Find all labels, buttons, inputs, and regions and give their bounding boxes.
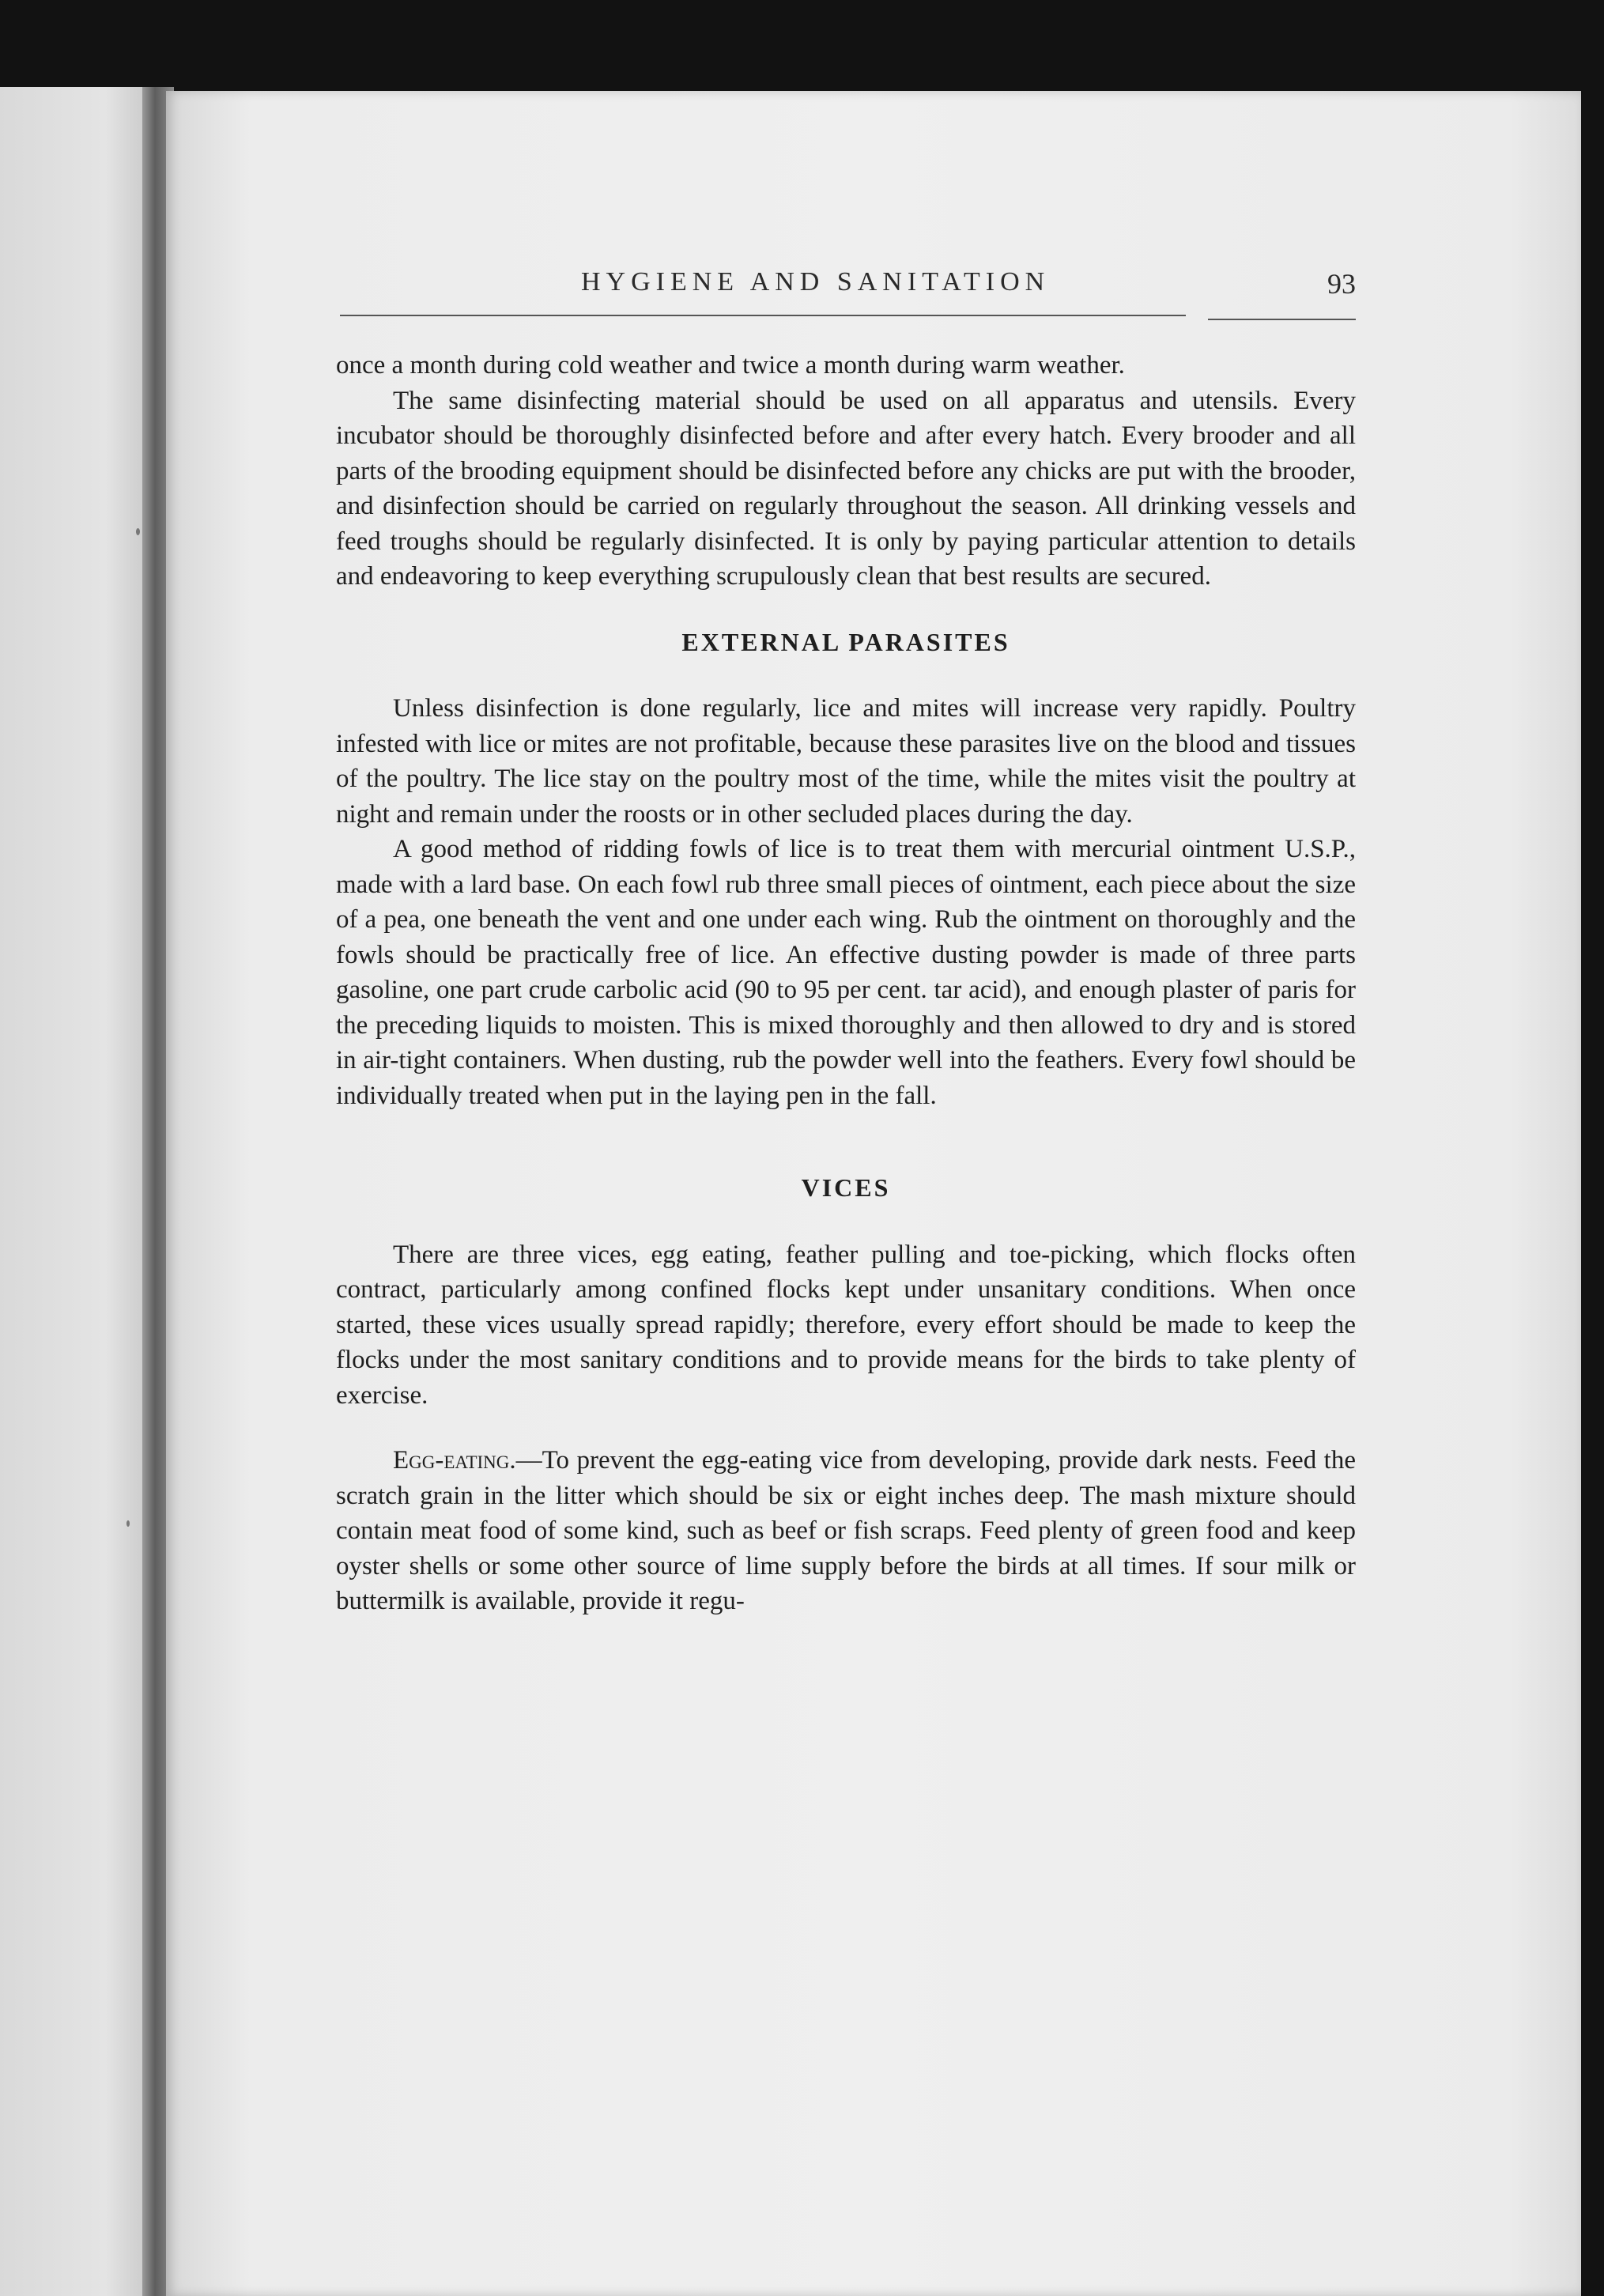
heading-external-parasites: EXTERNAL PARASITES — [681, 627, 1010, 656]
heading-vices: VICES — [801, 1173, 891, 1202]
page-number: 93 — [1327, 268, 1356, 300]
running-head — [340, 267, 1356, 315]
scan-speck — [136, 528, 140, 535]
egg-eating-text: —To prevent the egg-eating vice from developing, provide dark nests. Feed the scratch grain in the litter which should be six or eight inches deep. The mash mixture should contain meat food of some kind, such as beef or fish scraps. Feed plenty of green food and keep oyster shells or some other source of lime supply before the birds at all times. If sour milk or buttermilk is available, provide it regu- — [336, 1446, 1356, 1615]
scan-speck — [126, 1520, 130, 1527]
page-body — [336, 348, 1356, 1619]
paragraph-continued: once a month during cold weather and twice a month during warm weather. — [336, 351, 1125, 380]
paragraph-vices: There are three vices, egg eating, feather pulling and toe-picking, which flocks often contract, particularly among confined flocks kept under unsanitary conditions. When once started, these vices usually spread rapidly; therefore, every effort should be made to keep the flocks under the most sanitary conditions and to provide means for the birds to take plenty of exercise. — [336, 1240, 1356, 1410]
header-rule — [340, 315, 1186, 316]
paragraph-ointment: A good method of ridding fowls of lice is to treat them with mercurial ointment U.S.P., made with a lard base. On each fowl rub three small pieces of ointment, each piece about the size of a pea, one beneath the vent and one under each wing. Rub the ointment on thoroughly and the fowls should be practically free of lice. An effective dusting powder is made of three parts gasoline, one part crude carbolic acid (90 to 95 per cent. tar acid), and enough plaster of paris for the preceding liquids to moisten. This is mixed thoroughly and then allowed to dry and is stored in air-tight containers. When dusting, rub the powder well into the feathers. Every fowl should be individually treated when put in the laying pen in the fall. — [336, 835, 1356, 1110]
egg-eating-runin: Egg-eating. — [393, 1446, 516, 1475]
running-title: HYGIENE AND SANITATION — [581, 267, 1051, 296]
page-number-rule — [1208, 319, 1356, 320]
paragraph-egg-eating — [336, 1443, 1356, 1619]
paragraph-lice-mites: Unless disinfection is done regularly, lice and mites will increase very rapidly. Poultry infested with lice or mites are not profitable, because these parasites live on the blood and tissues of the poultry. The lice stay on the poultry most of the time, while the mites visit the poultry at night and remain under the roosts or in other secluded places during the day. — [336, 694, 1356, 829]
left-page-edge — [0, 87, 150, 2296]
paragraph-disinfecting: The same disinfecting material should be used on all apparatus and utensils. Every incubator should be thoroughly disinfected before and after every hatch. Every brooder and all parts of the brooding equipment should be disinfected before any chicks are put with the brooder, and disinfection should be carried on regularly throughout the season. All drinking vessels and feed troughs should be regularly disinfected. It is only by paying particular attention to details and endeavoring to keep everything scrupulously clean that best results are secured. — [336, 386, 1356, 591]
